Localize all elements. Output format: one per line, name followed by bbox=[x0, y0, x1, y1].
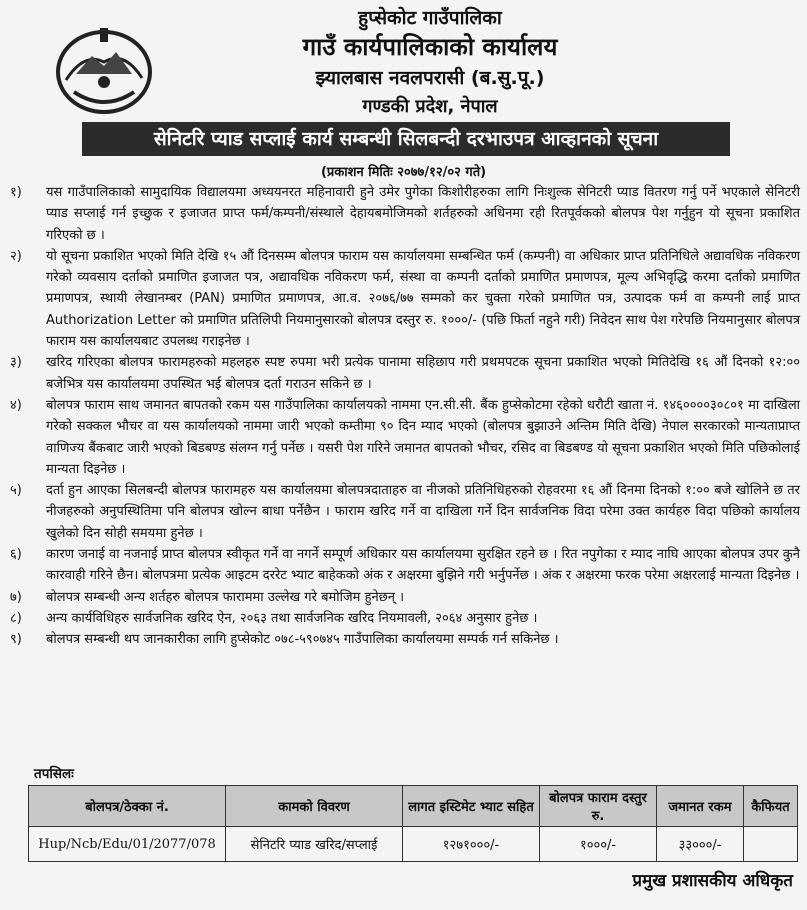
list-item bbox=[10, 246, 800, 352]
column-header: लागत इस्टिमेट भ्याट सहित bbox=[403, 786, 540, 827]
list-item bbox=[10, 395, 800, 480]
item-text: कारण जनाई वा नजनाई प्राप्त बोलपत्र स्वीकृत गर्ने वा नगर्ने सम्पूर्ण अधिकार यस कार्यालयमा सुरक्षित रहने छ । रित नपुगेका र म्याद नाघि आएका बोलपत्र उपर कुनै कारवाही गरिने छैन। बोलपत्रमा प्रत्येक आइटम दररेट भ्याट बाहेकको अंक र अक्षरमा बुझिने गरी भर्नुपर्नेछ । अंक र अक्षरमा फरक परेमा अक्षरलाई मान्यता दिइनेछ । bbox=[46, 547, 800, 584]
table-cell: १२७१०००/- bbox=[403, 827, 540, 862]
table-cell: सेनिटरि प्याड खरिद/सप्लाई bbox=[226, 827, 403, 862]
item-number: ५) bbox=[10, 483, 22, 499]
item-number: ४) bbox=[10, 397, 22, 413]
list-item bbox=[10, 608, 800, 629]
list-item bbox=[10, 629, 800, 650]
nepal-emblem-icon bbox=[54, 22, 154, 114]
publication-date: (प्रकाशन मितिः २०७७/१२/०२ गते) bbox=[320, 165, 487, 180]
item-number: ८) bbox=[10, 610, 22, 626]
office-name: गाउँ कार्यपालिकाको कार्यालय bbox=[302, 33, 558, 61]
list-item bbox=[10, 480, 800, 544]
table-cell: १०००/- bbox=[540, 827, 657, 862]
details-label: तपसिलः bbox=[34, 766, 74, 782]
item-number: ३) bbox=[10, 355, 22, 371]
list-item bbox=[10, 182, 800, 246]
column-header: जमानत रकम bbox=[657, 786, 744, 827]
item-text: बोलपत्र फाराम साथ जमानत बापतको रकम यस गाउँपालिका कार्यालयको नाममा एन.सी.सी. बैंक हुप्सेकोटमा रहेको धरौटी खाता नं. १४६००००३०८०१ मा दाखिला गरेको सक्कल भौचर वा यस कार्यालयको नाममा जारी भएको कम्तीमा ९० दिन म्याद भएको (बोलपत्र बुझाउने अन्तिम मिति देखि) नेपाल सरकारको मान्यताप्राप्त वाणिज्य बैंकबाट जारी भएको बिडबण्ड संलग्न गर्नु पर्नेछ । यसरी पेश गरिने जमानत बापतको भौचर, रसिद वा बिडबण्ड यो सूचना प्रकाशित भएको मिति पछिकोलाई मान्यता दिइनेछ । bbox=[46, 397, 800, 477]
item-text: खरिद गरिएका बोलपत्र फारामहरुको महलहरु स्पष्ट रुपमा भरी प्रत्येक पानामा सहिछाप गरी प्रथमपटक सूचना प्रकाशित भएको मितिदेखि १६ औं दिनको १२:०० बजेभित्र यस कार्यालयमा उपस्थित भई बोलपत्र दर्ता गराउन सकिने छ । bbox=[46, 355, 800, 392]
item-text: बोलपत्र सम्बन्धी थप जानकारीका लागि हुप्सेकोट ०७८-५९०७४५ गाउँपालिका कार्यालयमा सम्पर्क गर्न सकिनेछ । bbox=[46, 632, 559, 648]
list-item bbox=[10, 544, 800, 587]
column-header: बोलपत्र फाराम दस्तुर रु. bbox=[540, 786, 657, 827]
item-text: यो सूचना प्रकाशित भएको मिति देखि १५ औं दिनसम्म बोलपत्र फाराम यस कार्यालयमा सम्बन्धित फर्म (कम्पनी) वा अधिकार प्राप्त प्रतिनिधिले अद्यावधिक नविकरण गरेको व्यवसाय दर्ताको प्रमाणित इजाजत पत्र, अद्यावधिक नविकरण फर्म, संस्था वा कम्पनी दर्ताको प्रमाणित प्रमाणपत्र, मूल्य अभिवृद्धि करमा दर्ताको प्रमाणित प्रमाणपत्र, स्थायी लेखानम्बर (PAN) प्रमाणित प्रमाणपत्र, आ.व. २०७६/७७ सम्मको कर चुक्ता गरेको प्रमाणित पत्र, उत्पादक फर्म वा कम्पनी लाई प्राप्त Authorization Letter को प्रमाणित प्रतिलिपी नियमानुसारको बोलपत्र दस्तुर रु. १०००/- (पछि फिर्ता नहुने गरी) निवेदन साथ पेश गरेपछि नियमानुसार बोलपत्र फाराम यस कार्यालयबाट उपलब्ध गराइनेछ । bbox=[46, 248, 800, 350]
item-text: अन्य कार्यविधिहरु सार्वजनिक खरिद ऐन, २०६३ तथा सार्वजनिक खरिद नियमावली, २०६४ अनुसार हुनेछ । bbox=[46, 610, 538, 626]
table-cell: Hup/Ncb/Edu/01/2077/078 bbox=[29, 827, 226, 862]
item-text: यस गाउँपालिकाको सामुदायिक विद्यालयमा अध्ययनरत महिनावारी हुने उमेर पुगेका किशोरीहरुका लागि निःशुल्क सेनिटरी प्याड वितरण गर्नु पर्ने भएकाले सेनिटरी प्याड सप्लाई गर्न इच्छुक र इजाजत प्राप्त फर्म/कम्पनी/संस्थाले देहायबमोजिमको शर्तहरुको अधिनमा रही रितपूर्वकको बोलपत्र पेश गर्नुहुन यो सूचना प्रकाशित गरिएको छ । bbox=[46, 185, 800, 243]
notice-items bbox=[10, 182, 800, 651]
table-header-row bbox=[29, 786, 798, 827]
item-number: ६) bbox=[10, 547, 22, 563]
item-text: बोलपत्र सम्बन्धी अन्य शर्तहरु बोलपत्र फाराममा उल्लेख गरे बमोजिम हुनेछन् । bbox=[46, 589, 405, 605]
item-text: दर्ता हुन आएका सिलबन्दी बोलपत्र फारामहरु यस कार्यालयमा बोलपत्रदाताहरु वा नीजको प्रतिनिधिहरुको रोहवरमा १६ औं दिनमा दिनको १:०० बजे खोलिने छ तर नीजहरुको अनुपस्थितिमा पनि बोलपत्र खोल्न बाधा पर्नेछैन । फाराम खरिद गर्ने वा दाखिला गर्ने दिन सार्वजनिक विदा परेमा उक्त कार्यहरु विदा पछिको कार्यालय खुलेको दिन सोही समयमा हुनेछ । bbox=[46, 483, 800, 541]
table-cell: ३३०००/- bbox=[657, 827, 744, 862]
item-number: ९) bbox=[10, 632, 22, 648]
province-name: गण्डकी प्रदेश, नेपाल bbox=[362, 96, 498, 117]
item-number: २) bbox=[10, 248, 22, 264]
item-number: १) bbox=[10, 185, 22, 200]
column-header: कामको विवरण bbox=[226, 786, 403, 827]
column-header: कैफियत bbox=[744, 786, 798, 827]
table-row bbox=[29, 827, 798, 862]
column-header: बोलपत्र/ठेक्का नं. bbox=[29, 786, 226, 827]
bid-details-table bbox=[28, 785, 798, 862]
notice-title-banner: सेनिटरि प्याड सप्लाई कार्य सम्बन्धी सिलबन्दी दरभाउपत्र आव्हानको सूचना bbox=[82, 122, 730, 156]
item-number: ७) bbox=[10, 589, 22, 605]
list-item bbox=[10, 587, 800, 608]
office-location: झ्यालबास नवलपरासी (ब.सु.पू.) bbox=[315, 67, 545, 89]
table-cell bbox=[744, 827, 798, 862]
municipality-name: हुप्सेकोट गाउँपालिका bbox=[358, 7, 502, 29]
list-item bbox=[10, 352, 800, 395]
signature-title: प्रमुख प्रशासकीय अधिकृत bbox=[632, 871, 793, 891]
